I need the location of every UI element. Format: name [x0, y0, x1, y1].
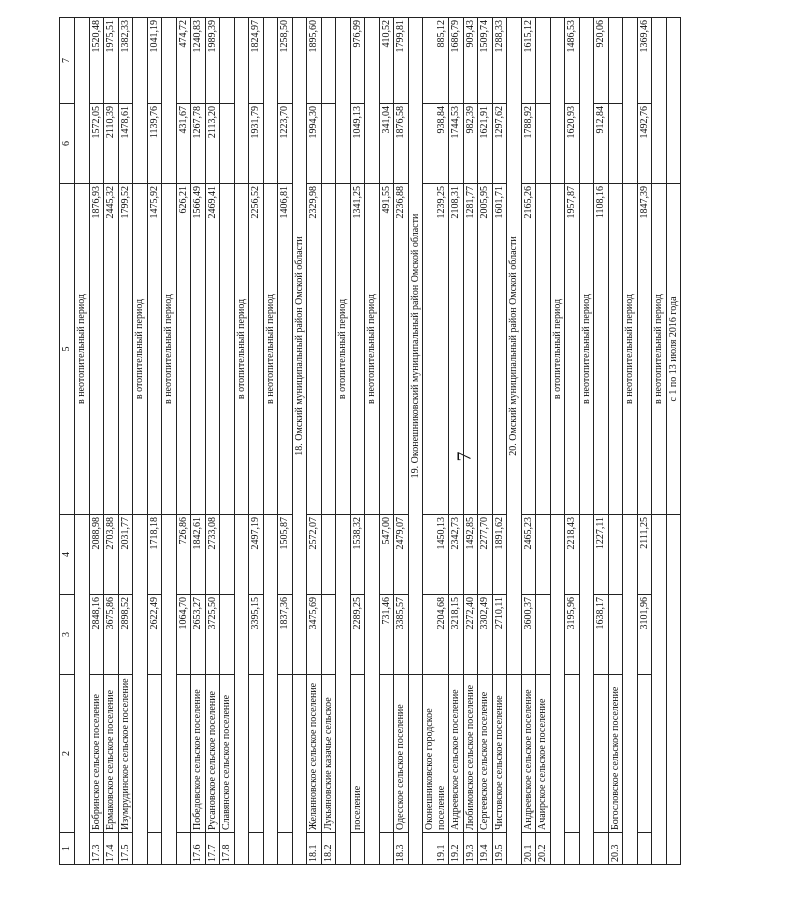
- row-index: 20.1: [521, 833, 536, 865]
- row-index: [249, 833, 264, 865]
- row-index: 17.4: [104, 833, 119, 865]
- value-cell: 1620,93: [565, 104, 580, 184]
- value-cell: 885,12: [423, 18, 449, 104]
- empty-cell: [234, 515, 249, 865]
- value-cell: 982,39: [463, 104, 478, 184]
- row-name: [147, 675, 162, 833]
- empty-cell: [75, 18, 90, 184]
- row-name: [278, 675, 293, 833]
- table-row: [565, 18, 580, 865]
- value-cell: 1406,81: [278, 184, 293, 515]
- value-cell: 1369,46: [637, 18, 652, 104]
- value-cell: [321, 595, 336, 675]
- period-label: в отопительный период: [133, 184, 148, 515]
- value-cell: 3218,15: [449, 595, 464, 675]
- empty-cell: [336, 18, 351, 184]
- section-title: 20. Омский муниципальный район Омской области: [507, 18, 522, 675]
- row-index: 17.3: [89, 833, 104, 865]
- period-row: [623, 18, 638, 865]
- value-cell: 1538,32: [350, 515, 365, 595]
- row-index: [637, 833, 652, 865]
- value-cell: 3302,49: [478, 595, 493, 675]
- value-cell: 2256,52: [249, 184, 264, 515]
- value-cell: 1486,53: [565, 18, 580, 104]
- value-cell: [536, 515, 551, 595]
- value-cell: 3725,50: [205, 595, 220, 675]
- value-cell: 2479,07: [394, 515, 409, 595]
- tariff-table: [59, 17, 681, 865]
- table-row: [321, 18, 336, 865]
- period-label: в неотопительный период: [263, 184, 278, 515]
- value-cell: 431,67: [176, 104, 191, 184]
- table-row: [176, 18, 191, 865]
- value-cell: 1227,11: [594, 515, 609, 595]
- header-cell: 5: [60, 184, 75, 515]
- empty-cell: [162, 515, 177, 865]
- value-cell: [220, 184, 235, 515]
- value-cell: 1492,76: [637, 104, 652, 184]
- table-row: [118, 18, 133, 865]
- value-cell: 2031,77: [118, 515, 133, 595]
- row-name: поселение: [350, 675, 365, 833]
- row-index: [278, 833, 293, 865]
- value-cell: [608, 104, 623, 184]
- value-cell: [220, 595, 235, 675]
- value-cell: 1891,62: [492, 515, 507, 595]
- value-cell: 1601,71: [492, 184, 507, 515]
- value-cell: 2108,31: [449, 184, 464, 515]
- period-row: [550, 18, 565, 865]
- value-cell: 2005,95: [478, 184, 493, 515]
- empty-cell: [623, 515, 638, 865]
- empty-cell: [652, 18, 667, 184]
- header-cell: 3: [60, 595, 75, 675]
- section-row: [408, 18, 423, 865]
- row-name: Победовское сельское поселение: [191, 675, 206, 833]
- value-cell: 626,21: [176, 184, 191, 515]
- value-cell: 1520,48: [89, 18, 104, 104]
- value-cell: 1876,58: [394, 104, 409, 184]
- table-row: [205, 18, 220, 865]
- value-cell: 547,00: [379, 515, 394, 595]
- section-title: 19. Оконешниковский муниципальный район Омской области: [408, 18, 423, 675]
- row-name: [594, 675, 609, 833]
- row-index: 18.1: [307, 833, 322, 865]
- value-cell: 1108,16: [594, 184, 609, 515]
- value-cell: 3600,37: [521, 595, 536, 675]
- value-cell: 1288,33: [492, 18, 507, 104]
- row-index: [594, 833, 609, 865]
- table-row: [536, 18, 551, 865]
- row-name: Богословское сельское поселение: [608, 675, 623, 833]
- value-cell: 2329,98: [307, 184, 322, 515]
- row-name: Любимовское сельское поселение: [463, 675, 478, 833]
- value-cell: 474,72: [176, 18, 191, 104]
- value-cell: 1686,79: [449, 18, 464, 104]
- value-cell: [220, 515, 235, 595]
- empty-cell: [133, 515, 148, 865]
- empty-cell: [579, 515, 594, 865]
- period-row: [75, 18, 90, 865]
- empty-cell: [579, 18, 594, 184]
- value-cell: 726,86: [176, 515, 191, 595]
- section-row: [507, 18, 522, 865]
- row-name: Одесское сельское поселение: [394, 675, 409, 833]
- value-cell: [608, 184, 623, 515]
- period-label: в отопительный период: [234, 184, 249, 515]
- value-cell: 1931,79: [249, 104, 264, 184]
- table-row: [608, 18, 623, 865]
- value-cell: 1994,30: [307, 104, 322, 184]
- empty-cell: [623, 18, 638, 184]
- value-cell: 976,99: [350, 18, 365, 104]
- value-cell: 2445,32: [104, 184, 119, 515]
- period-label: в неотопительный период: [75, 184, 90, 515]
- empty-cell: [75, 515, 90, 865]
- table-row: [521, 18, 536, 865]
- value-cell: 1842,61: [191, 515, 206, 595]
- value-cell: [608, 18, 623, 104]
- empty-cell: [133, 18, 148, 184]
- value-cell: 2848,16: [89, 595, 104, 675]
- value-cell: 1566,49: [191, 184, 206, 515]
- table-row: [191, 18, 206, 865]
- row-index: 19.4: [478, 833, 493, 865]
- value-cell: 1572,05: [89, 104, 104, 184]
- value-cell: 1621,91: [478, 104, 493, 184]
- empty-cell: [234, 18, 249, 184]
- value-cell: 1258,50: [278, 18, 293, 104]
- row-index: [147, 833, 162, 865]
- value-cell: 912,84: [594, 104, 609, 184]
- row-index: [176, 833, 191, 865]
- row-name: Лукьяновские казачье сельское: [321, 675, 336, 833]
- table-row: [278, 18, 293, 865]
- value-cell: [536, 104, 551, 184]
- value-cell: 909,43: [463, 18, 478, 104]
- value-cell: 1240,83: [191, 18, 206, 104]
- value-cell: 1450,13: [423, 515, 449, 595]
- value-cell: 1223,70: [278, 104, 293, 184]
- table-row: [104, 18, 119, 865]
- header-cell: 2: [60, 675, 75, 833]
- value-cell: 731,46: [379, 595, 394, 675]
- empty-cell: [162, 18, 177, 184]
- value-cell: 2113,20: [205, 104, 220, 184]
- value-cell: [220, 104, 235, 184]
- value-cell: 2898,52: [118, 595, 133, 675]
- empty-cell: [263, 18, 278, 184]
- row-index: 18.3: [394, 833, 409, 865]
- header-cell: 6: [60, 104, 75, 184]
- section-title: 18. Омский муниципальный район Омской области: [292, 18, 307, 675]
- value-cell: 2733,08: [205, 515, 220, 595]
- value-cell: 1847,39: [637, 184, 652, 515]
- value-cell: 2272,40: [463, 595, 478, 675]
- row-name: Бобринское сельское поселение: [89, 675, 104, 833]
- value-cell: 2653,27: [191, 595, 206, 675]
- period-row: [234, 18, 249, 865]
- value-cell: 1492,85: [463, 515, 478, 595]
- row-name: Сергеевское сельское поселение: [478, 675, 493, 833]
- value-cell: 2465,23: [521, 515, 536, 595]
- header-cell: 1: [60, 833, 75, 865]
- value-cell: 2236,88: [394, 184, 409, 515]
- value-cell: 2204,68: [423, 595, 449, 675]
- value-cell: 2111,25: [637, 515, 652, 595]
- value-cell: 3475,69: [307, 595, 322, 675]
- page-number: 7: [453, 451, 476, 462]
- value-cell: 2277,70: [478, 515, 493, 595]
- value-cell: 938,84: [423, 104, 449, 184]
- row-index: 19.2: [449, 833, 464, 865]
- period-label: в неотопительный период: [365, 184, 380, 515]
- row-name: Чистовское сельское поселение: [492, 675, 507, 833]
- value-cell: 1239,25: [423, 184, 449, 515]
- row-index: 17.7: [205, 833, 220, 865]
- row-index: 19.5: [492, 833, 507, 865]
- value-cell: [608, 595, 623, 675]
- period-row: [162, 18, 177, 865]
- table-row: [249, 18, 264, 865]
- table-row: [350, 18, 365, 865]
- rotated-table-container: [59, 18, 791, 865]
- table-row: [463, 18, 478, 865]
- value-cell: [536, 184, 551, 515]
- empty-cell: [292, 675, 307, 865]
- period-label: в неотопительный период: [623, 184, 638, 515]
- period-label: в отопительный период: [550, 184, 565, 515]
- row-name: Ермаковское сельское поселение: [104, 675, 119, 833]
- value-cell: 2703,88: [104, 515, 119, 595]
- section-row: [292, 18, 307, 865]
- value-cell: 1975,51: [104, 18, 119, 104]
- table-row: [147, 18, 162, 865]
- empty-cell: [507, 675, 522, 865]
- row-index: 18.2: [321, 833, 336, 865]
- row-index: 17.8: [220, 833, 235, 865]
- header-cell: 4: [60, 515, 75, 595]
- row-index: [379, 833, 394, 865]
- row-index: 17.6: [191, 833, 206, 865]
- value-cell: 3675,86: [104, 595, 119, 675]
- row-name: Оконешниковское городское поселение: [423, 675, 449, 833]
- empty-cell: [365, 515, 380, 865]
- value-cell: 1957,87: [565, 184, 580, 515]
- table-row: [220, 18, 235, 865]
- period-label: в неотопительный период: [652, 184, 667, 515]
- value-cell: [321, 515, 336, 595]
- table-row: [594, 18, 609, 865]
- value-cell: 1638,17: [594, 595, 609, 675]
- row-name: Андреевское сельское поселение: [521, 675, 536, 833]
- value-cell: 2622,49: [147, 595, 162, 675]
- row-index: [350, 833, 365, 865]
- value-cell: 2088,98: [89, 515, 104, 595]
- empty-cell: [365, 18, 380, 184]
- value-cell: 2710,11: [492, 595, 507, 675]
- value-cell: 1744,53: [449, 104, 464, 184]
- period-row: [263, 18, 278, 865]
- value-cell: 2218,43: [565, 515, 580, 595]
- value-cell: 1049,13: [350, 104, 365, 184]
- value-cell: 1837,36: [278, 595, 293, 675]
- empty-cell: [550, 18, 565, 184]
- row-index: [565, 833, 580, 865]
- row-name: Ачаирское сельское поселение: [536, 675, 551, 833]
- value-cell: 410,52: [379, 18, 394, 104]
- value-cell: 1041,19: [147, 18, 162, 104]
- value-cell: [321, 184, 336, 515]
- value-cell: 1824,97: [249, 18, 264, 104]
- value-cell: [608, 515, 623, 595]
- value-cell: 1799,81: [394, 18, 409, 104]
- value-cell: 1064,70: [176, 595, 191, 675]
- empty-cell: [652, 515, 667, 865]
- header-cell: 7: [60, 18, 75, 104]
- table-row: [423, 18, 449, 865]
- value-cell: 1281,77: [463, 184, 478, 515]
- period-label: в неотопительный период: [162, 184, 177, 515]
- value-cell: [321, 18, 336, 104]
- empty-cell: [408, 675, 423, 865]
- value-cell: 491,55: [379, 184, 394, 515]
- row-index: 19.1: [423, 833, 449, 865]
- value-cell: [220, 18, 235, 104]
- table-row: [394, 18, 409, 865]
- row-name: Славянское сельское поселение: [220, 675, 235, 833]
- value-cell: [536, 595, 551, 675]
- value-cell: 2572,07: [307, 515, 322, 595]
- value-cell: 341,04: [379, 104, 394, 184]
- value-cell: 2342,73: [449, 515, 464, 595]
- period-row: [336, 18, 351, 865]
- value-cell: 2110,39: [104, 104, 119, 184]
- table-row: [89, 18, 104, 865]
- value-cell: 3385,57: [394, 595, 409, 675]
- row-name: Изумрудинское сельское поселение: [118, 675, 133, 833]
- row-index: 17.5: [118, 833, 133, 865]
- value-cell: 3395,15: [249, 595, 264, 675]
- value-cell: 1475,92: [147, 184, 162, 515]
- value-cell: 1382,33: [118, 18, 133, 104]
- row-name: [565, 675, 580, 833]
- row-index: 20.3: [608, 833, 623, 865]
- value-cell: 1895,60: [307, 18, 322, 104]
- value-cell: 1297,62: [492, 104, 507, 184]
- period-label: в отопительный период: [336, 184, 351, 515]
- value-cell: 1876,93: [89, 184, 104, 515]
- row-name: Андреевское сельское поселение: [449, 675, 464, 833]
- value-cell: 2289,25: [350, 595, 365, 675]
- value-cell: [536, 18, 551, 104]
- table-row: [492, 18, 507, 865]
- value-cell: [321, 104, 336, 184]
- row-index: 19.3: [463, 833, 478, 865]
- empty-cell: [666, 18, 681, 184]
- table-row: [307, 18, 322, 865]
- row-name: Русановское сельское поселение: [205, 675, 220, 833]
- period-row: [579, 18, 594, 865]
- table-row: [478, 18, 493, 865]
- table-body: [60, 18, 681, 865]
- value-cell: 1615,12: [521, 18, 536, 104]
- value-cell: 1799,52: [118, 184, 133, 515]
- value-cell: 1718,18: [147, 515, 162, 595]
- value-cell: 1478,61: [118, 104, 133, 184]
- empty-cell: [666, 515, 681, 865]
- period-row: [365, 18, 380, 865]
- period-row: [133, 18, 148, 865]
- table-row: [637, 18, 652, 865]
- row-name: [637, 675, 652, 833]
- empty-cell: [550, 515, 565, 865]
- empty-cell: [336, 515, 351, 865]
- period-row: [666, 18, 681, 865]
- value-cell: 3101,96: [637, 595, 652, 675]
- period-row: [652, 18, 667, 865]
- empty-cell: [263, 515, 278, 865]
- period-label: в неотопительный период: [579, 184, 594, 515]
- value-cell: 1505,87: [278, 515, 293, 595]
- value-cell: 1509,74: [478, 18, 493, 104]
- table-row: [379, 18, 394, 865]
- value-cell: 2469,41: [205, 184, 220, 515]
- value-cell: 2165,26: [521, 184, 536, 515]
- value-cell: 3195,96: [565, 595, 580, 675]
- row-name: [379, 675, 394, 833]
- table-row: [449, 18, 464, 865]
- value-cell: 1989,39: [205, 18, 220, 104]
- row-name: [176, 675, 191, 833]
- header-row: [60, 18, 75, 865]
- value-cell: 1788,92: [521, 104, 536, 184]
- row-index: 20.2: [536, 833, 551, 865]
- row-name: [249, 675, 264, 833]
- value-cell: 920,06: [594, 18, 609, 104]
- period-label: с 1 по 13 июля 2016 года: [666, 184, 681, 515]
- value-cell: 2497,19: [249, 515, 264, 595]
- value-cell: 1267,78: [191, 104, 206, 184]
- row-name: Желанновское сельское поселение: [307, 675, 322, 833]
- value-cell: 1341,25: [350, 184, 365, 515]
- value-cell: 1139,76: [147, 104, 162, 184]
